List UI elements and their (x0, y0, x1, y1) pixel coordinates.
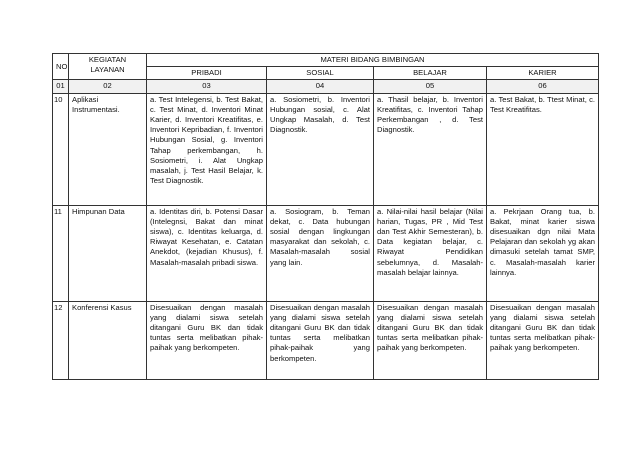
column-number-row (53, 80, 599, 93)
kegiatan-cell: Aplikasi Instrumentasi. (69, 93, 147, 205)
karier-cell: a. Pekrjaan Orang tua, b. Bakat, minat karier siswa disesuaikan dgn nilai Mata Pelajaran dan sekolah yg akan dimasuki setelah tamat SMP, c. Masalah-masalah karier lainnya. (487, 205, 599, 301)
column-number: 01 (53, 80, 69, 93)
row-number: 10 (53, 93, 69, 205)
header-belajar: BELAJAR (374, 67, 487, 80)
header-materi-bidang: MATERI BIDANG BIMBINGAN (147, 54, 599, 67)
bimbingan-table (52, 53, 599, 380)
belajar-cell: a. Nilai-nilai hasil belajar (Nilai harian, Tugas, PR , Mid Test dan Test Akhir Semesteran), b. Data kegiatan belajar, c. Riwayat Pendidikan sebelumnya, d. Masalah-masalah belajar lainnya. (374, 205, 487, 301)
belajar-cell: a. Thasil belajar, b. Inventori Kreatifitas, c. Inventori Tahap Perkembangan , d. Test Diagnostik. (374, 93, 487, 205)
column-number: 05 (374, 80, 487, 93)
column-number: 04 (267, 80, 374, 93)
header-sosial: SOSIAL (267, 67, 374, 80)
header-row-top (53, 54, 599, 67)
table-row (53, 301, 599, 379)
pribadi-cell: Disesuaikan dengan masalah yang dialami siswa setelah ditangani Guru BK dan tidak tuntas serta melibatkan pihak-paihak yang berkompeten. (147, 301, 267, 379)
kegiatan-cell: Konferensi Kasus (69, 301, 147, 379)
pribadi-cell: a. Identitas diri, b. Potensi Dasar (Intelegnsi, Bakat dan minat siswa), c. Identitas keluarga, d. Riwayat Kesehatan, e. Catatan Anekdot, (kejadian Khusus), f. Masalah-masalah pribadi siswa. (147, 205, 267, 301)
sosial-cell: a. Sosiogram, b. Teman dekat, c. Data hubungan sosial dengan lingkungan masyarakat dan sekolah, c. Masalah-masalah sosial yang lain. (267, 205, 374, 301)
header-no: NO (53, 54, 69, 80)
karier-cell: a. Test Bakat, b. Ttest Minat, c. Test Kreatifitas. (487, 93, 599, 205)
row-number: 11 (53, 205, 69, 301)
kegiatan-cell: Himpunan Data (69, 205, 147, 301)
header-karier: KARIER (487, 67, 599, 80)
column-number: 02 (69, 80, 147, 93)
column-number: 06 (487, 80, 599, 93)
belajar-cell: Disesuaikan dengan masalah yang dialami siswa setelah ditangani Guru BK dan tidak tuntas serta melibatkan pihak-paihak yang berkompeten. (374, 301, 487, 379)
row-number: 12 (53, 301, 69, 379)
column-number: 03 (147, 80, 267, 93)
karier-cell: Disesuaikan dengan masalah yang dialami siswa setelah ditangani Guru BK dan tidak tuntas serta melibatkan pihak-paihak yang berkompeten. (487, 301, 599, 379)
table-row (53, 93, 599, 205)
header-kegiatan-layanan: KEGIATAN LAYANAN (69, 54, 147, 80)
table-row (53, 205, 599, 301)
pribadi-cell: a. Test Intelegensi, b. Test Bakat, c. Test Minat, d. Inventori Minat Karier, d. Inventori Kreatifitas, e. Inventori Kepribadian, f. Inventori Hubungan Sosial, g. Inventori Tahap perkembangan, h. Sosiometri, i. Alat Ungkap masalah, j. Test Hasil Belajar, k. Test Diagnostik. (147, 93, 267, 205)
sosial-cell: a. Sosiometri, b. Inventori Hubungan sosial, c. Alat Ungkap Masalah, d. Test Diagnostik. (267, 93, 374, 205)
sosial-cell: Disesuaikan dengan masalah yang dialami siswa setelah ditangani Guru BK dan tidak tuntas serta melibatkan pihak-paihak yang berkompeten. (267, 301, 374, 379)
header-pribadi: PRIBADI (147, 67, 267, 80)
